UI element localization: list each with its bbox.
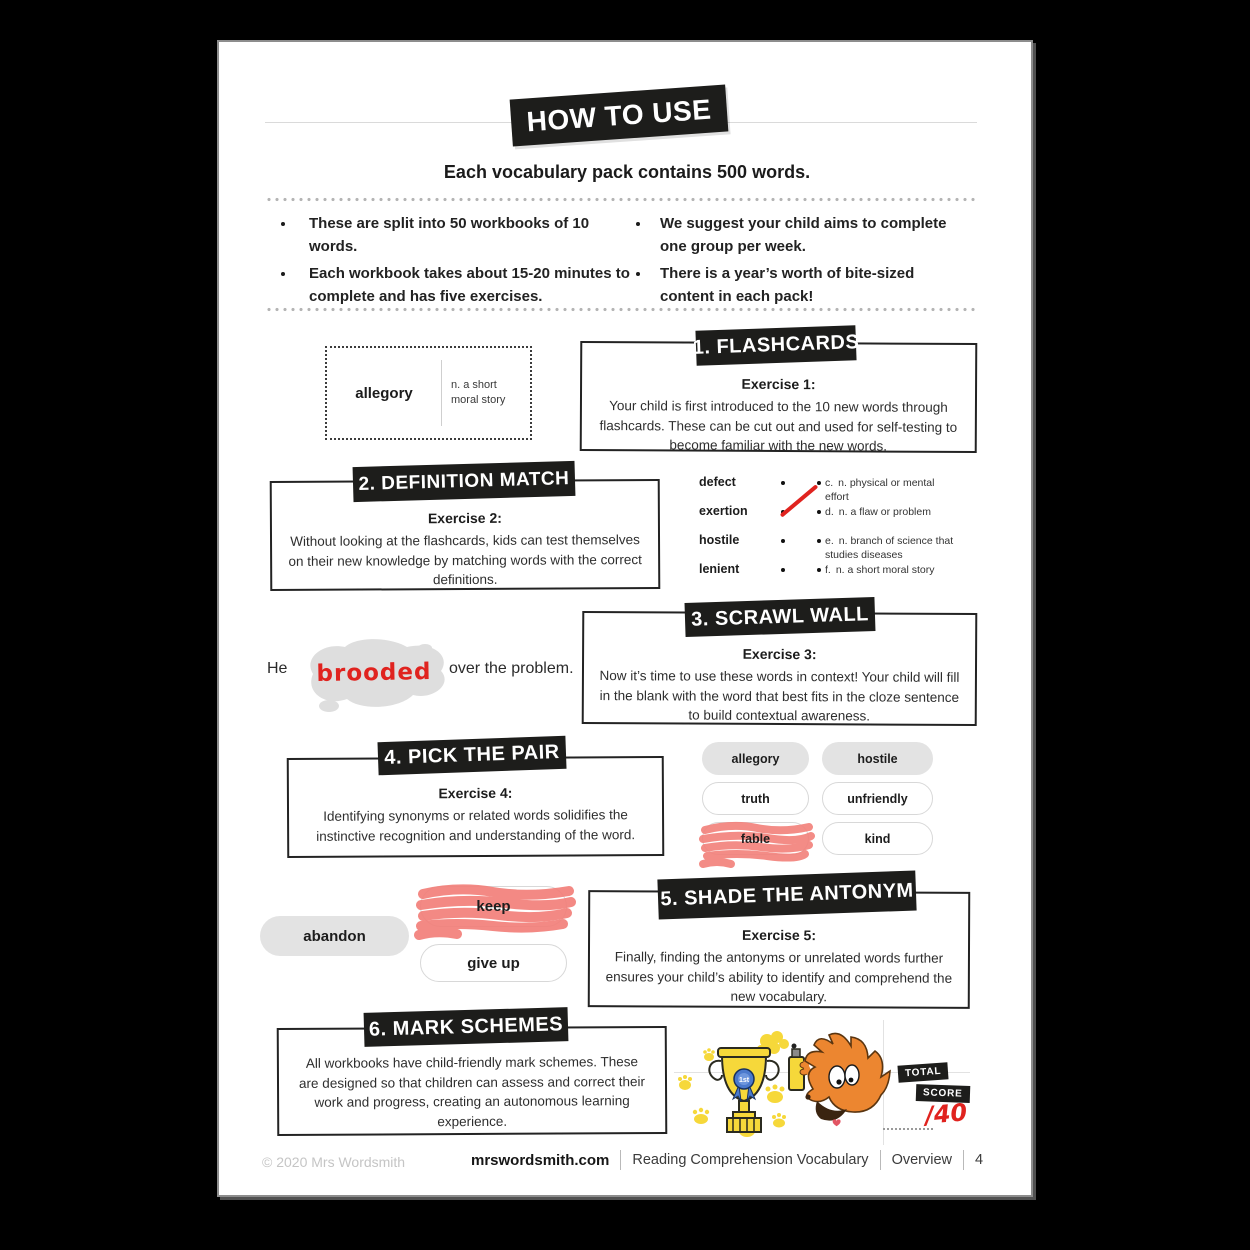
page-subtitle: Each vocabulary pack contains 500 words. (443, 162, 811, 182)
red-match-line (780, 484, 819, 517)
match-definition: f. n. a short moral story (825, 564, 935, 576)
section-banner-flashcards: 1. FLASHCARDS (695, 325, 856, 366)
section-banner-definition-match: 2. DEFINITION MATCH (353, 461, 576, 502)
footer-separator (620, 1150, 621, 1170)
flashcard-example (325, 346, 532, 440)
bullet-icon (281, 222, 285, 226)
scrawl-sentence-prefix: He (267, 660, 288, 677)
section-banner-shade-the-antonym: 5. SHADE THE ANTONYM (657, 871, 916, 920)
page-title: HOW TO USE (510, 85, 729, 147)
scrawl-splat (295, 634, 453, 714)
exercise-body: Identifying synonyms or related words solidifies the instinctive recognition and understanding of the word. (316, 807, 636, 844)
match-letter: f. (825, 564, 831, 576)
word-pill-keep: keep (420, 886, 567, 927)
exercise-title: Exercise 4: (438, 784, 513, 802)
intro-bullet: Each workbook takes about 15-20 minutes to complete and has five exercises. (309, 265, 630, 305)
dot-icon (781, 481, 785, 485)
definition-match-example (699, 475, 961, 593)
exercise-title: Exercise 3: (742, 645, 817, 663)
exercise-title: Exercise 1: (741, 375, 816, 393)
scrawl-sentence-suffix: over the problem. (449, 660, 574, 677)
worksheet-page (217, 40, 1033, 1197)
footer (471, 1150, 983, 1170)
exercise-body: All workbooks have child-friendly mark schemes. These are designed so that children can assess and correct their work and progress, creating an autonomous learning experience. (298, 1054, 646, 1129)
footer-separator (880, 1150, 881, 1170)
section-banner-mark-schemes: 6. MARK SCHEMES (364, 1007, 569, 1047)
exercise-title: Exercise 5: (742, 926, 817, 944)
word-pill-abandon: abandon (260, 916, 409, 956)
exercise-body: Now it’s time to use these words in context! Your child will fill in the blank with the word that best fits in the cloze sentence to build contextual awareness. (599, 668, 960, 724)
match-definition: e. n. branch of science that studies diseases (825, 535, 954, 561)
flashcard-word: allegory (355, 384, 413, 402)
exercise-body: Finally, finding the antonyms or unrelated words further ensures your child’s ability to identify and comprehend the new vocabulary. (605, 949, 953, 1005)
document-title: Reading Comprehension Vocabulary (632, 1152, 869, 1168)
word-pill-allegory: allegory (702, 742, 809, 775)
rosette-label: 1st (738, 1077, 750, 1084)
exercise-title: Exercise 2: (427, 509, 502, 527)
match-word: hostile (699, 533, 740, 547)
bullet-icon (636, 222, 640, 226)
word-pill-fable: fable (702, 822, 809, 855)
section-label: Overview (891, 1152, 952, 1168)
word-pill-kind: kind (822, 822, 933, 855)
section-banner-pick-the-pair: 4. PICK THE PAIR (377, 736, 566, 776)
word-pill-give-up: give up (420, 944, 567, 982)
match-word: exertion (699, 504, 748, 518)
intro-bullet: These are split into 50 workbooks of 10 words. (309, 215, 590, 255)
scrawl-word: brooded (316, 658, 432, 688)
match-letter: e. (825, 535, 834, 547)
match-word: lenient (699, 562, 740, 576)
exercise-body: Your child is first introduced to the 10 new words through flashcards. These can be cut out and used for self-testing to become familiar with the new words. (599, 398, 958, 454)
bullet-icon (636, 272, 640, 276)
word-pill-unfriendly: unfriendly (822, 782, 933, 815)
exercise-body: Without looking at the flashcards, kids can test themselves on their new knowledge by matching words with the correct definitions. (288, 532, 642, 588)
intro-bullet: There is a year’s worth of bite-sized content in each pack! (660, 265, 915, 305)
match-letter: c. (825, 477, 834, 489)
dot-icon (817, 568, 821, 572)
word-pill-hostile: hostile (822, 742, 933, 775)
dotted-divider (265, 197, 977, 202)
footer-separator (963, 1150, 964, 1170)
score-value: /40 (923, 1098, 969, 1130)
score-badge: SCORE (916, 1084, 970, 1103)
match-definition: c. n. physical or mental effort (825, 477, 935, 503)
flashcard-definition: n. a short moral story (451, 379, 506, 406)
fox-character (805, 1033, 890, 1126)
match-letter: d. (825, 506, 834, 518)
page-number: 4 (975, 1152, 984, 1168)
dot-icon (817, 539, 821, 543)
trophy-fox-illustration (671, 1027, 891, 1149)
website-link: mrswordsmith.com (471, 1151, 610, 1169)
section-banner-scrawl-wall: 3. SCRAWL WALL (685, 597, 876, 637)
dot-icon (781, 539, 785, 543)
total-badge: TOTAL (897, 1062, 948, 1082)
dot-icon (817, 510, 821, 514)
dot-icon (781, 568, 785, 572)
trophy-fox-illustration-svg (671, 1027, 891, 1149)
dot-icon (817, 481, 821, 485)
bullet-icon (281, 272, 285, 276)
match-definition: d. n. a flaw or problem (825, 506, 931, 518)
intro-bullet: We suggest your child aims to complete one group per week. (660, 215, 947, 255)
match-word: defect (699, 475, 736, 489)
copyright-text: © 2020 Mrs Wordsmith (262, 1154, 406, 1170)
word-pill-truth: truth (702, 782, 809, 815)
